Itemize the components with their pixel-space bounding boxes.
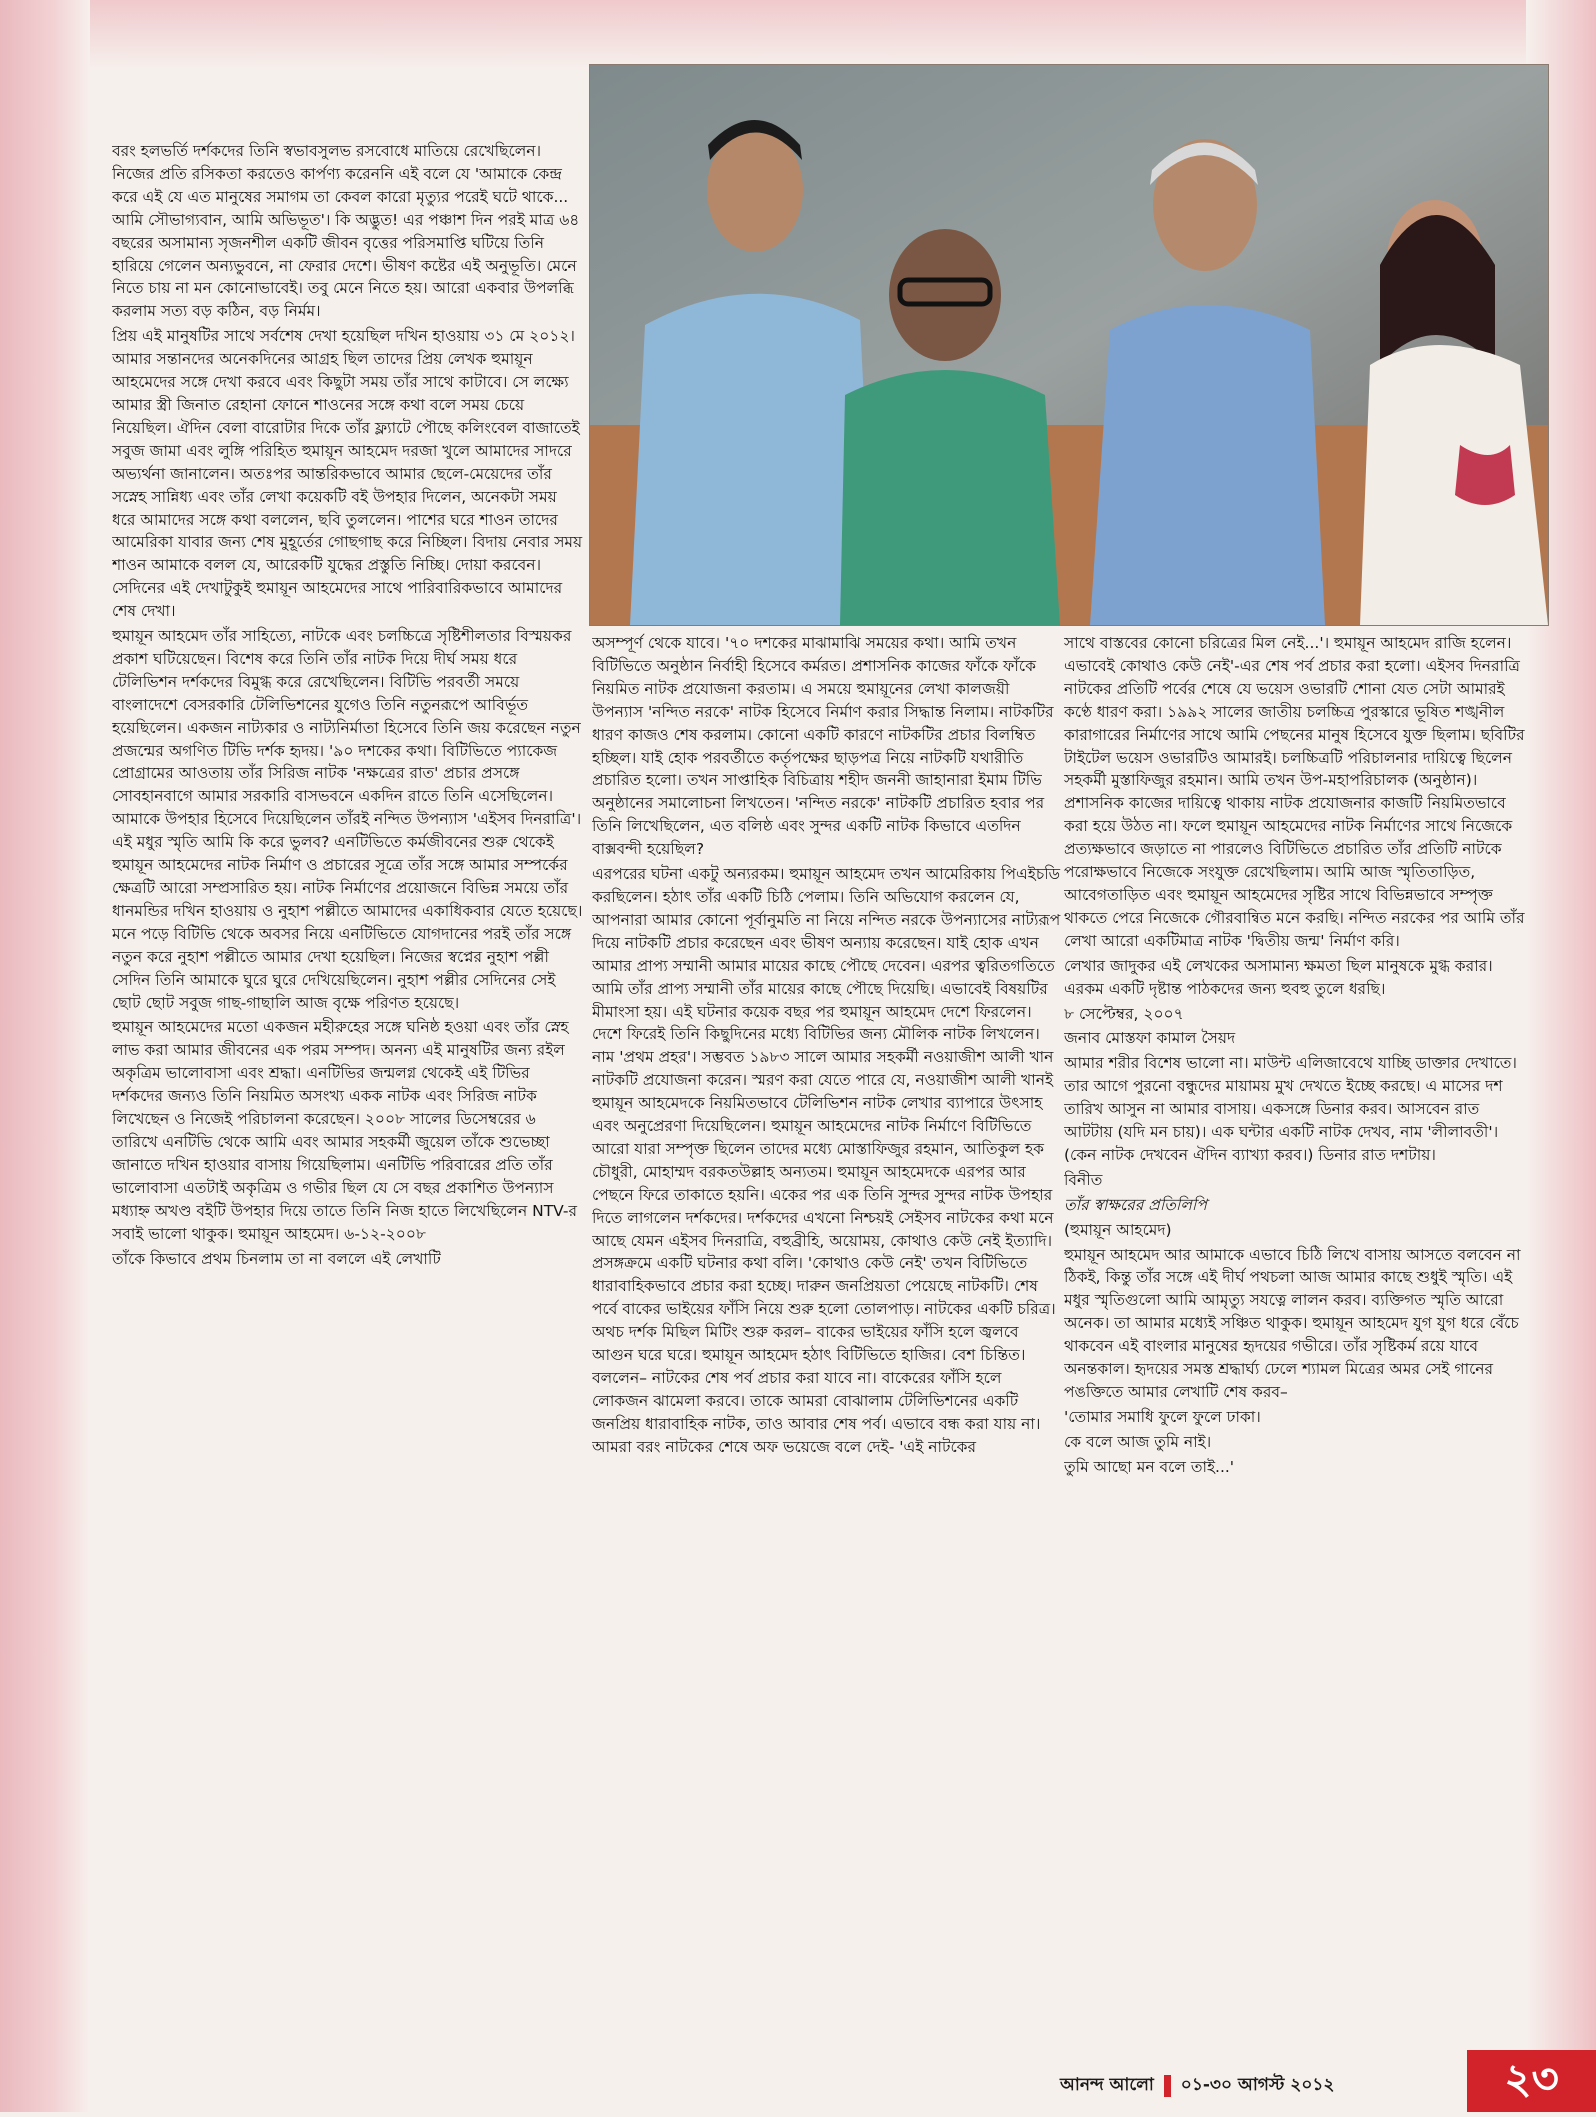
paragraph: তাঁকে কিভাবে প্রথম চিনলাম তা না বললে এই লেখাটি [112,1249,441,1268]
song-line: তুমি আছো মন বলে তাই...' [1064,1457,1235,1476]
letter-salutation: জনাব মোস্তফা কামাল সৈয়দ [1064,1029,1236,1048]
paragraph: হুমায়ূন আহমেদের মতো একজন মহীরুহের সঙ্গে ঘনিষ্ঠ হওয়া এবং তাঁর স্নেহ লাভ করা আমার জীবনের এক পরম সম্পদ। অনন্য এই মানুষটির জন্য রইল অকৃত্রিম ভালোবাসা এবং শ্রদ্ধা। এনটিভির জন্মলগ্ন থেকেই এই টিভির দর্শকদের জন্যও তিনি নিয়মিত অসংখ্য একক নাটক এবং সিরিজ নাটক লিখেছেন ও নিজেই পরিচালনা করেছেন। ২০০৮ সালের ডিসেম্বরের ৬ তারিখে এনটিভি থেকে আমি এবং আমার সহকর্মী জুয়েল তাঁকে শুভেচ্ছা জানাতে দখিন হাওয়ার বাসায় গিয়েছিলাম। এনটিভি পরিবারের প্রতি তাঁর ভালোবাসা এতটাই অকৃত্রিম ও গভীর ছিল যে সে বছর প্রকাশিত উপন্যাস মধ্যাহ্ন অখণ্ড বইটি উপহার দিয়ে তাতে তিনি নিজ হাতে লিখেছিলেন NTV-র সবাই ভালো থাকুক। হুমায়ূন আহমেদ। ৬-১২-২০০৮ [112,1018,577,1243]
issue-date: ০১-৩০ আগস্ট ২০১২ [1180,2075,1335,2095]
paragraph: হুমায়ূন আহমেদ তাঁর সাহিত্যে, নাটকে এবং চলচ্চিত্রে সৃষ্টিশীলতার বিস্ময়কর প্রকাশ ঘটিয়েছেন। বিশেষ করে তিনি তাঁর নাটক দিয়ে দীর্ঘ সময় ধরে টেলিভিশন দর্শকদের বিমুগ্ধ করে রেখেছিলেন। বিটিভি পরবর্তী সময়ে বাংলাদেশে বেসরকারি টেলিভিশনের যুগেও তিনি নতুনরূপে আবির্ভূত হয়েছিলেন। একজন নাট্যকার ও নাট্যনির্মাতা হিসেবে তিনি জয় করেছেন নতুন প্রজন্মের অগণিত টিভি দর্শক হৃদয়। '৯০ দশকের কথা। বিটিভিতে প্যাকেজ প্রোগ্রামের আওতায় তাঁর সিরিজ নাটক 'নক্ষত্রের রাত' প্রচার প্রসঙ্গে সোবহানবাগে আমার সরকারি বাসভবনে একদিন রাতে তিনি এসেছিলেন। আমাকে উপহার হিসেবে দিয়েছিলেন তাঁরই নন্দিত উপন্যাস 'এইসব দিনরাত্রি'। এই মধুর স্মৃতি আমি কি করে ভুলব? এনটিভিতে কর্মজীবনের শুরু থেকেই হুমায়ূন আহমেদের নাটক নির্মাণ ও প্রচারের সূত্রে তাঁর সঙ্গে আমার সম্পর্কের ক্ষেত্রটি আরো সম্প্রসারিত হয়। নাটক নির্মাণের প্রয়োজনে বিভিন্ন সময়ে তাঁর ধানমন্ডির দখিন হাওয়ায় ও নুহাশ পল্লীতে আমাদের একাধিকবার যেতে হয়েছে। মনে পড়ে বিটিভি থেকে অবসর নিয়ে এনটিভিতে যোগদানের পরই তাঁর সঙ্গে নতুন করে নুহাশ পল্লীতে আমার দেখা হয়েছিল। নিজের স্বপ্নের নুহাশ পল্লী সেদিন তিনি আমাকে ঘুরে ঘুরে দেখিয়েছিলেন। নুহাশ পল্লীর সেদিনের সেই ছোট ছোট সবুজ গাছ-গাছালি আজ বৃক্ষে পরিণত হয়েছে। [112,627,583,1012]
group-photo [589,64,1549,626]
paragraph: এরপরের ঘটনা একটু অন্যরকম। হুমায়ূন আহমেদ তখন আমেরিকায় পিএইচডি করছিলেন। হঠাৎ তাঁর একটি চিঠি পেলাম। তিনি অভিযোগ করলেন যে, আপনারা আমার কোনো পূর্বানুমতি না নিয়ে নন্দিত নরকে উপন্যাসের নাট্যরূপ দিয়ে নাটকটি প্রচার করেছেন এবং ভীষণ অন্যায় করেছেন। যাই হোক এখন আমার প্রাপ্য সম্মানী আমার মায়ের কাছে পৌছে দেবেন। এরপর ত্বরিতগতিতে আমি তাঁর প্রাপ্য সম্মানী তাঁর মায়ের কাছে পৌছে দিয়েছি। এভাবেই বিষয়টির মীমাংসা হয়। এই ঘটনার কয়েক বছর পর হুমায়ূন আহমেদ দেশে ফিরলেন। দেশে ফিরেই তিনি কিছুদিনের মধ্যে বিটিভির জন্য মৌলিক নাটক লিখলেন। নাম 'প্রথম প্রহর'। সম্ভবত ১৯৮৩ সালে আমার সহকর্মী নওয়াজীশ আলী খান নাটকটি প্রযোজনা করেন। স্মরণ করা যেতে পারে যে, নওয়াজীশ আলী খানই হুমায়ূন আহমেদকে নিয়মিতভাবে টেলিভিশন নাটক লেখার ব্যাপারে উৎসাহ এবং অনুপ্রেরণা দিয়েছিলেন। হুমায়ূন আহমেদের নাটক নির্মাণে বিটিভিতে আরো যারা সম্পৃক্ত ছিলেন তাদের মধ্যে মোস্তাফিজুর রহমান, আতিকুল হক চৌধুরী, মোহাম্মদ বরকতউল্লাহ অন্যতম। হুমায়ূন আহমেদকে এরপর আর পেছনে ফিরে তাকাতে হয়নি। একের পর এক তিনি সুন্দর সুন্দর নাটক উপহার দিতে লাগলেন দর্শকদের। দর্শকদের এখনো নিশ্চয়ই সেইসব নাটকের কথা মনে আছে যেমন এইসব দিনরাত্রি, বহুব্রীহি, অয়োময়, কোথাও কেউ নেই ইত্যাদি। প্রসঙ্গক্রমে একটি ঘটনার কথা বলি। 'কোথাও কেউ নেই' তখন বিটিভিতে ধারাবাহিকভাবে প্রচার করা হচ্ছে। দারুন জনপ্রিয়তা পেয়েছে নাটকটি। শেষ পর্বে বাকের ভাইয়ের ফাঁসি নিয়ে শুরু হলো তোলপাড়। নাটকের একটি চরিত্র। অথচ দর্শক মিছিল মিটিং শুরু করল– বাকের ভাইয়ের ফাঁসি হলে জ্বলবে আগুন ঘরে ঘরে। হুমায়ূন আহমেদ হঠাৎ বিটিভিতে হাজির। বেশ চিন্তিত। বললেন– নাটকের শেষ পর্ব প্রচার করা যাবে না। বাকেরের ফাঁসি হলে লোকজন ঝামেলা করবে। তাকে আমরা বোঝালাম টেলিভিশনের একটি জনপ্রিয় ধারাবাহিক নাটক, তাও আবার শেষ পর্ব। এভাবে বন্ধ করা যায় না। আমরা বরং নাটকের শেষে অফ ভয়েজে বলে দেই- 'এই নাটকের [592,865,1061,1456]
paragraph: লেখার জাদুকর এই লেখকের অসামান্য ক্ষমতা ছিল মানুষকে মুগ্ধ করার। এরকম একটি দৃষ্টান্ত পাঠকদের জন্য হুবহু তুলে ধরছি। [1064,956,1493,998]
footer-divider [1164,2075,1171,2097]
page-number: ২৩ [1467,2050,1596,2112]
paragraph: অসম্পূর্ণ থেকে যাবে। '৭০ দশকের মাঝামাঝি সময়ের কথা। আমি তখন বিটিভিতে অনুষ্ঠান নির্বাহী হিসেবে কর্মরত। প্রশাসনিক কাজের ফাঁকে ফাঁকে নিয়মিত নাটক প্রযোজনা করতাম। এ সময়ে হুমায়ূনের লেখা কালজয়ী উপন্যাস 'নন্দিত নরকে' নাটক হিসেবে নির্মাণ করার সিদ্ধান্ত নিলাম। নাটকটির ধারণ কাজও শেষ করলাম। কোনো একটি কারণে নাটকটির প্রচার বিলম্বিত হচ্ছিল। যাই হোক পরবর্তীতে কর্তৃপক্ষের ছাড়পত্র নিয়ে নাটকটি যথারীতি প্রচারিত হলো। তখন সাপ্তাহিক বিচিত্রায় শহীদ জননী জাহানারা ইমাম টিভি অনুষ্ঠানের সমালোচনা লিখতেন। 'নন্দিত নরকে' নাটকটি প্রচারিত হবার পর তিনি লিখেছিলেন, এত বলিষ্ঠ এবং সুন্দর একটি নাটক কিভাবে এতদিন বাক্সবন্দী হয়েছিল? [592,634,1054,859]
group-photo-icon [590,65,1548,625]
article-column-1 [112,140,584,2045]
letter-signature-name: (হুমায়ূন আহমেদ) [1064,1220,1172,1239]
letter-signature-note: তাঁর স্বাক্ষরের প্রতিলিপি [1064,1195,1207,1214]
letter-closing: বিনীত [1064,1170,1103,1189]
left-tint [0,0,90,2112]
top-tint [0,0,1596,70]
article-column-2 [592,632,1062,2040]
paragraph: হুমায়ূন আহমেদ আর আমাকে এভাবে চিঠি লিখে বাসায় আসতে বলবেন না ঠিকই, কিন্তু তাঁর সঙ্গে এই দীর্ঘ পথচলা আজ আমার কাছে শুধুই স্মৃতি। এই মধুর স্মৃতিগুলো আমি আমৃত্যু সযত্নে লালন করব। ব্যক্তিগত স্মৃতি আরো অনেক। তা আমার মধ্যেই সঞ্চিত থাকুক। হুমায়ূন আহমেদ যুগ যুগ ধরে বেঁচে থাকবেন এই বাংলার মানুষের হৃদয়ের গভীরে। তাঁর সৃষ্টিকর্ম রয়ে যাবে অনন্তকাল। হৃদয়ের সমস্ত শ্রদ্ধার্ঘ্য ঢেলে শ্যামল মিত্রের অমর সেই গানের পঙক্তিতে আমার লেখাটি শেষ করব– [1064,1245,1521,1401]
song-line: 'তোমার সমাধি ফুলে ফুলে ঢাকা। [1064,1407,1261,1426]
paragraph: বরং হলভর্তি দর্শকদের তিনি স্বভাবসুলভ রসবোধে মাতিয়ে রেখেছিলেন। নিজের প্রতি রসিকতা করতেও কার্পণ্য করেননি এই বলে যে 'আমাকে কেন্দ্র করে এই যে এত মানুষের সমাগম তা কেবল কারো মৃত্যুর পরেই ঘটে থাকে... আমি সৌভাগ্যবান, আমি অভিভূত'। কি অদ্ভুত! এর পঞ্চাশ দিন পরই মাত্র ৬৪ বছরের অসামান্য সৃজনশীল একটি জীবন বৃত্তের পরিসমাপ্তি ঘটিয়ে তিনি হারিয়ে গেলেন অন্যভুবনে, না ফেরার দেশে। ভীষণ কষ্টের এই অনুভূতি। মেনে নিতে চায় না মন কোনোভাবেই। তবু মেনে নিতে হয়। আরো একবার উপলব্ধি করলাম সত্য বড় কঠিন, বড় নির্মম। [112,142,580,321]
letter-date: ৮ সেপ্টেম্বর, ২০০৭ [1064,1004,1184,1023]
magazine-name: আনন্দ আলো [1060,2075,1154,2095]
song-line: কে বলে আজ তুমি নাই। [1064,1432,1212,1451]
paragraph: প্রিয় এই মানুষটির সাথে সর্বশেষ দেখা হয়েছিল দখিন হাওয়ায় ৩১ মে ২০১২। আমার সন্তানদের অনেকদিনের আগ্রহ ছিল তাদের প্রিয় লেখক হুমায়ূন আহমেদের সঙ্গে দেখা করবে এবং কিছুটা সময় তাঁর সাথে কাটাবে। সে লক্ষ্যে আমার স্ত্রী জিনাত রেহানা ফোনে শাওনের সঙ্গে কথা বলে সময় চেয়ে নিয়েছিল। ঐদিন বেলা বারোটার দিকে তাঁর ফ্ল্যাটে পৌছে কলিংবেল বাজাতেই সবুজ জামা এবং লুঙ্গি পরিহিত হুমায়ূন আহমেদ দরজা খুলে আমাদের সাদরে অভ্যর্থনা জানালেন। অতঃপর আন্তরিকভাবে আমার ছেলে-মেয়েদের তাঁর সস্নেহ সান্নিধ্য এবং তাঁর লেখা কয়েকটি বই উপহার দিলেন, অনেকটা সময় ধরে আমাদের সঙ্গে কথা বললেন, ছবি তুললেন। পাশের ঘরে শাওন তাদের আমেরিকা যাবার জন্য শেষ মুহূর্তের গোছগাছ করে নিচ্ছিল। বিদায় নেবার সময় শাওন আমাকে বলল যে, আরেকটি যুদ্ধের প্রস্তুতি নিচ্ছি। দোয়া করবেন। সেদিনের এই দেখাটুকুই হুমায়ূন আহমেদের সাথে পারিবারিকভাবে আমাদের শেষ দেখা। [112,327,583,621]
page-footer [1060,2070,1530,2102]
letter-body: আমার শরীর বিশেষ ভালো না। মাউন্ট এলিজাবেথে যাচ্ছি ডাক্তার দেখাতে। তার আগে পুরনো বন্ধুদের মায়াময় মুখ দেখতে ইচ্ছে করছে। এ মাসের দশ তারিখ আসুন না আমার বাসায়। একসঙ্গে ডিনার করব। আসবেন রাত আটটায় (যদি মন চায়)। এক ঘন্টার একটি নাটক দেখব, নাম 'লীলাবতী'। (কেন নাটক দেখবেন ঐদিন ব্যাখ্যা করব।) ডিনার রাত দশটায়। [1064,1054,1517,1164]
article-column-3 [1064,632,1526,2082]
paragraph: সাথে বাস্তবের কোনো চরিত্রের মিল নেই...'। হুমায়ূন আহমেদ রাজি হলেন। এভাবেই কোথাও কেউ নেই'-এর শেষ পর্ব প্রচার করা হলো। এইসব দিনরাত্রি নাটকের প্রতিটি পর্বের শেষে যে ভয়েস ওভারটি শোনা যেত সেটা আমারই কণ্ঠে ধারণ করা। ১৯৯২ সালের জাতীয় চলচ্চিত্র পুরস্কারে ভূষিত শঙ্খনীল কারাগারের নির্মাণের সাথে আমি পেছনের মানুষ হিসেবে যুক্ত ছিলাম। ছবিটির টাইটেল ভয়েস ওভারটিও আমারই। চলচ্চিত্রটি পরিচালনার দায়িত্বে ছিলেন সহকর্মী মুস্তাফিজুর রহমান। আমি তখন উপ-মহাপরিচালক (অনুষ্ঠান)। প্রশাসনিক কাজের দায়িত্বে থাকায় নাটক প্রযোজনার কাজটি নিয়মিতভাবে করা হয়ে উঠত না। ফলে হুমায়ূন আহমেদের নাটক নির্মাণের সাথে নিজেকে প্রত্যক্ষভাবে জড়াতে না পারলেও বিটিভিতে প্রচারিত তাঁর প্রতিটি নাটকে পরোক্ষভাবে নিজেকে সংযুক্ত রেখেছিলাম। আমি আজ স্মৃতিতাড়িত, আবেগতাড়িত এবং হুমায়ূন আহমেদের সৃষ্টির সাথে বিভিন্নভাবে সম্পৃক্ত থাকতে পেরে নিজেকে গৌরবান্বিত মনে করছি। নন্দিত নরকের পর আমি তাঁর লেখা আরো একটিমাত্র নাটক 'দ্বিতীয় জন্ম' নির্মাণ করি। [1064,634,1525,950]
